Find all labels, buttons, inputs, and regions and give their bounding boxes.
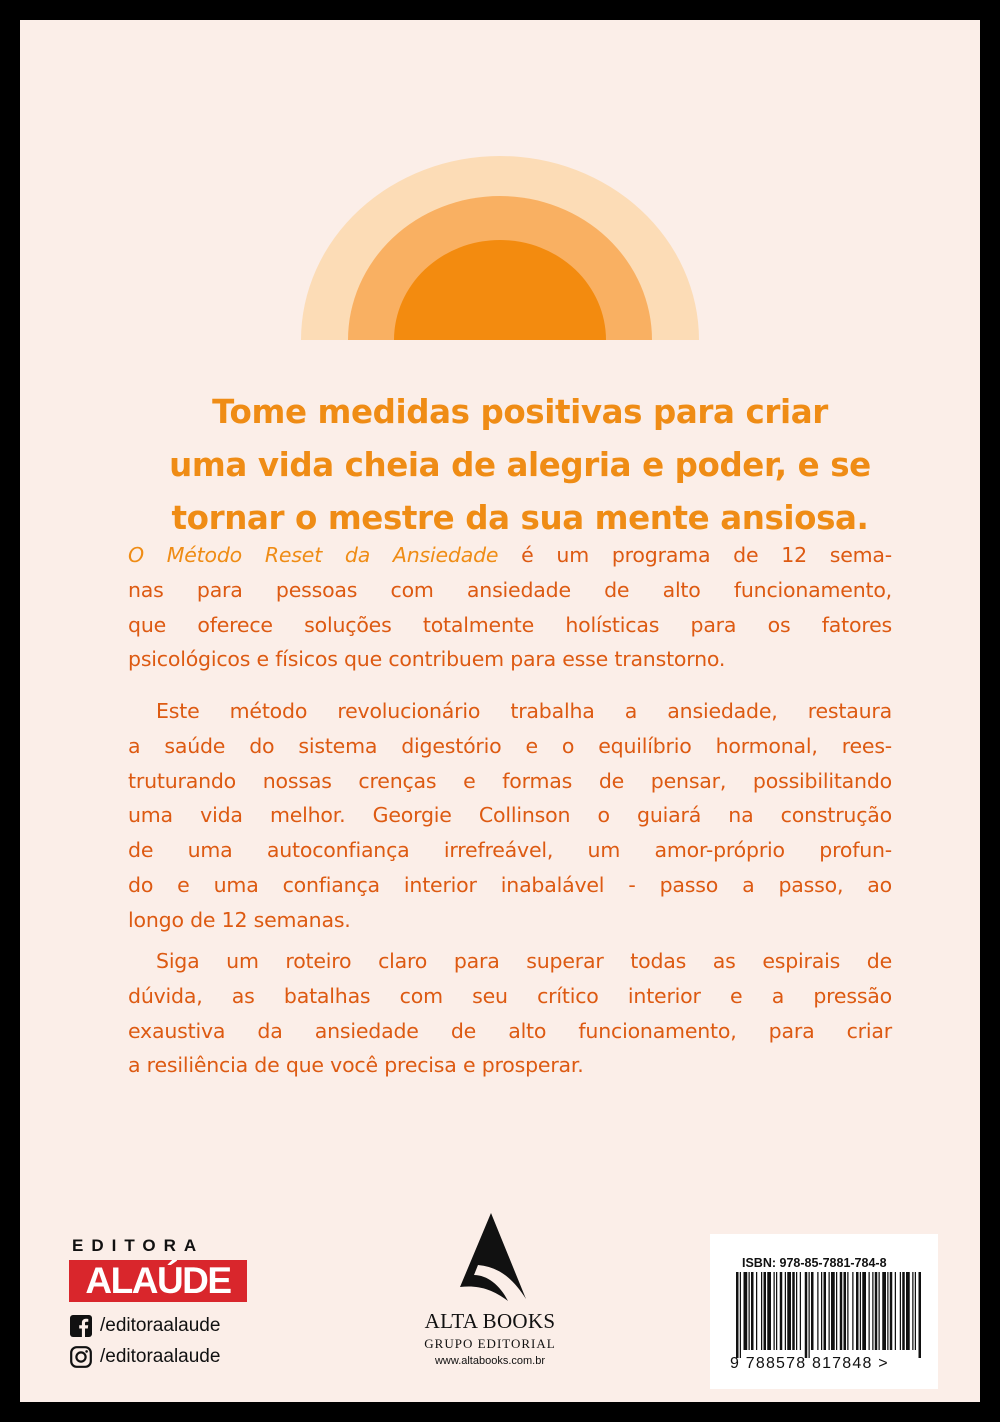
paragraph-line: psicológicos e físicos que contribuem para esse transtorno. [128, 647, 726, 672]
alta-books-triangle-logo [454, 1213, 526, 1305]
barcode-bar [751, 1272, 754, 1350]
barcode-bar [749, 1272, 750, 1350]
paragraph-line: truturando nossas crenças e formas de pensar, possibilitando [128, 768, 892, 793]
editora-label: EDITORA [72, 1236, 205, 1255]
barcode-bar [736, 1272, 739, 1358]
barcode-bar [761, 1272, 762, 1350]
paragraph-line: Siga um roteiro claro para superar todas as espirais de [156, 949, 892, 973]
barcode-bar [756, 1272, 757, 1350]
headline [80, 386, 960, 545]
isbn-label: ISBN: 978-85-7881-784-8 [742, 1256, 887, 1270]
barcode-digits: 9 788578 817848 > [730, 1355, 889, 1372]
barcode-bar [764, 1272, 767, 1350]
barcode-bar [805, 1272, 808, 1358]
instagram-icon [70, 1346, 92, 1368]
barcode [734, 1272, 926, 1362]
paragraph-roadmap [128, 944, 892, 1083]
barcode-bar [821, 1272, 822, 1350]
barcode-bar [787, 1272, 791, 1350]
alta-books-url[interactable]: www.altabooks.com.br [434, 1355, 546, 1367]
barcode-bar [767, 1272, 771, 1350]
paragraph-line: de uma autoconfiança irrefreável, um amor-próprio profun- [128, 838, 892, 863]
headline-line: uma vida cheia de alegria e poder, e se [169, 446, 871, 484]
paragraph-line: do e uma confiança interior inabalável - passo a passo, ao [128, 872, 892, 897]
barcode-bar [900, 1272, 901, 1350]
barcode-bar [800, 1272, 801, 1350]
headline-line: Tome medidas positivas para criar [212, 393, 828, 431]
barcode-bar [902, 1272, 905, 1350]
barcode-bar [872, 1272, 873, 1350]
paragraph-text: é um programa de 12 sema- [498, 543, 892, 567]
alaude-logo-text: ALAÚDE [85, 1260, 231, 1301]
paragraph-method [128, 694, 892, 938]
instagram-handle: /editoraalaude [100, 1346, 221, 1367]
paragraph-line: longo de 12 semanas. [128, 907, 351, 932]
barcode-bar [792, 1272, 795, 1350]
barcode-bar [809, 1272, 810, 1358]
barcode-bar [895, 1272, 896, 1350]
barcode-bar [882, 1272, 886, 1350]
facebook-icon [70, 1315, 92, 1337]
barcode-bar [856, 1272, 859, 1350]
barcode-bar [879, 1272, 880, 1350]
barcode-bar [811, 1272, 814, 1350]
sunrise-icon [301, 156, 701, 341]
barcode-bar [780, 1272, 783, 1350]
barcode-bar [860, 1272, 861, 1350]
barcode-bar [817, 1272, 818, 1350]
barcode-bar [840, 1272, 843, 1350]
barcode-bar [862, 1272, 866, 1350]
alta-books-subtitle: GRUPO EDITORIAL [424, 1336, 556, 1351]
book-title: O Método Reset da Ansiedade [128, 543, 499, 567]
barcode-bar [836, 1272, 837, 1350]
facebook-handle: /editoraalaude [100, 1315, 221, 1336]
paragraph-line: a saúde do sistema digestório e o equilíbrio hormonal, rees- [128, 733, 892, 758]
barcode-bar [915, 1272, 916, 1350]
barcode-bar [774, 1272, 775, 1350]
barcode-bar [829, 1272, 830, 1350]
barcode-bar [824, 1272, 827, 1350]
paragraph-line: uma vida melhor. Georgie Collinson o guiará na construção [128, 803, 892, 828]
headline-line: tornar o mestre da sua mente ansiosa. [171, 499, 869, 537]
barcode-bar [869, 1272, 870, 1350]
barcode-bar [847, 1272, 848, 1350]
barcode-bar [919, 1272, 922, 1358]
barcode-bar [785, 1272, 786, 1350]
barcode-bar [740, 1272, 741, 1358]
barcode-bar [744, 1272, 748, 1350]
paragraph-line: a resiliência de que você precisa e prosperar. [128, 1053, 584, 1078]
alaude-logo [69, 1260, 247, 1302]
paragraph-line: exaustiva da ansiedade de alto funcionamento, para criar [128, 1018, 892, 1043]
paragraph-line: dúvida, as batalhas com seu crítico interior e a pressão [128, 983, 892, 1008]
paragraph-line: nas para pessoas com ansiedade de alto funcionamento, [128, 577, 892, 602]
barcode-bar [906, 1272, 910, 1350]
barcode-bar [890, 1272, 893, 1350]
barcode-bar [912, 1272, 913, 1350]
back-cover [20, 20, 980, 1402]
barcode-bar [844, 1272, 847, 1350]
paragraph-line: que oferece soluções totalmente holísticas para os fatores [128, 612, 892, 637]
barcode-bar [796, 1272, 797, 1350]
barcode-bar [776, 1272, 777, 1350]
paragraph-line: Este método revolucionário trabalha a ansiedade, restaura [156, 699, 892, 723]
barcode-bar [852, 1272, 853, 1350]
paragraph-intro [128, 538, 892, 677]
alta-books-name: ALTA BOOKS [424, 1309, 556, 1333]
barcode-bar [875, 1272, 878, 1350]
barcode-bar [831, 1272, 835, 1350]
barcode-bar [887, 1272, 888, 1350]
